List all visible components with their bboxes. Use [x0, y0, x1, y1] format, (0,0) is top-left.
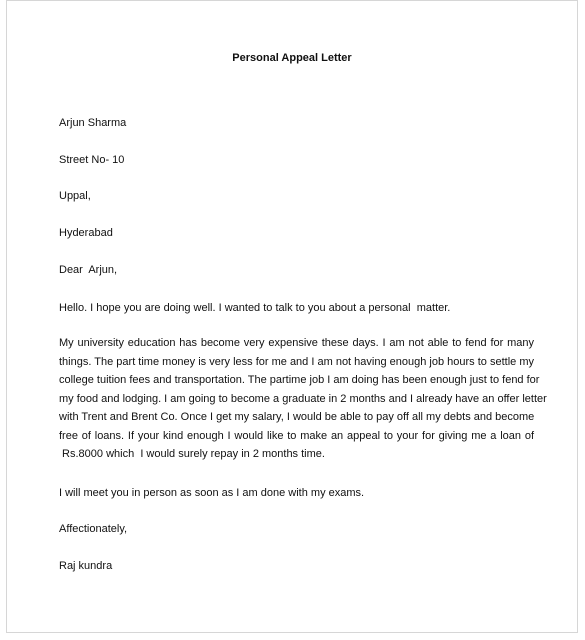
- body-line: with Trent and Brent Co. Once I get my salary, I would be able to pay off all my debts and become: [59, 411, 535, 423]
- body-line: my food and lodging. I am going to become a graduate in 2 months and I already have an offer letter: [59, 392, 547, 405]
- address-street: Street No- 10: [59, 154, 125, 166]
- address-area: Uppal,: [59, 190, 91, 202]
- signature: Raj kundra: [59, 560, 113, 572]
- closing: Affectionately,: [59, 523, 128, 535]
- body-line: My university education has become very expensive these days. I am not able to fend for many: [59, 337, 534, 349]
- body-line: Rs.8000 which I would surely repay in 2 months time.: [59, 448, 325, 460]
- body-line: college tuition fees and transportation. The partime job I am doing has been enough just to fend for: [59, 374, 540, 386]
- intro-paragraph: Hello. I hope you are doing well. I wanted to talk to you about a personal matter.: [59, 302, 451, 314]
- body-line: things. The part time money is very less for me and I am not having enough job hours to settle my: [59, 355, 534, 368]
- letter-page: [6, 0, 578, 633]
- meeting-paragraph: I will meet you in person as soon as I am done with my exams.: [59, 487, 365, 499]
- letter-title: Personal Appeal Letter: [232, 52, 352, 64]
- body-line: free of loans. If your kind enough I would like to make an appeal to your for giving me a loan of: [59, 429, 534, 442]
- address-city: Hyderabad: [59, 227, 113, 239]
- salutation: Dear Arjun,: [59, 264, 118, 276]
- body-paragraph: [59, 334, 547, 464]
- sender-name: Arjun Sharma: [59, 117, 127, 129]
